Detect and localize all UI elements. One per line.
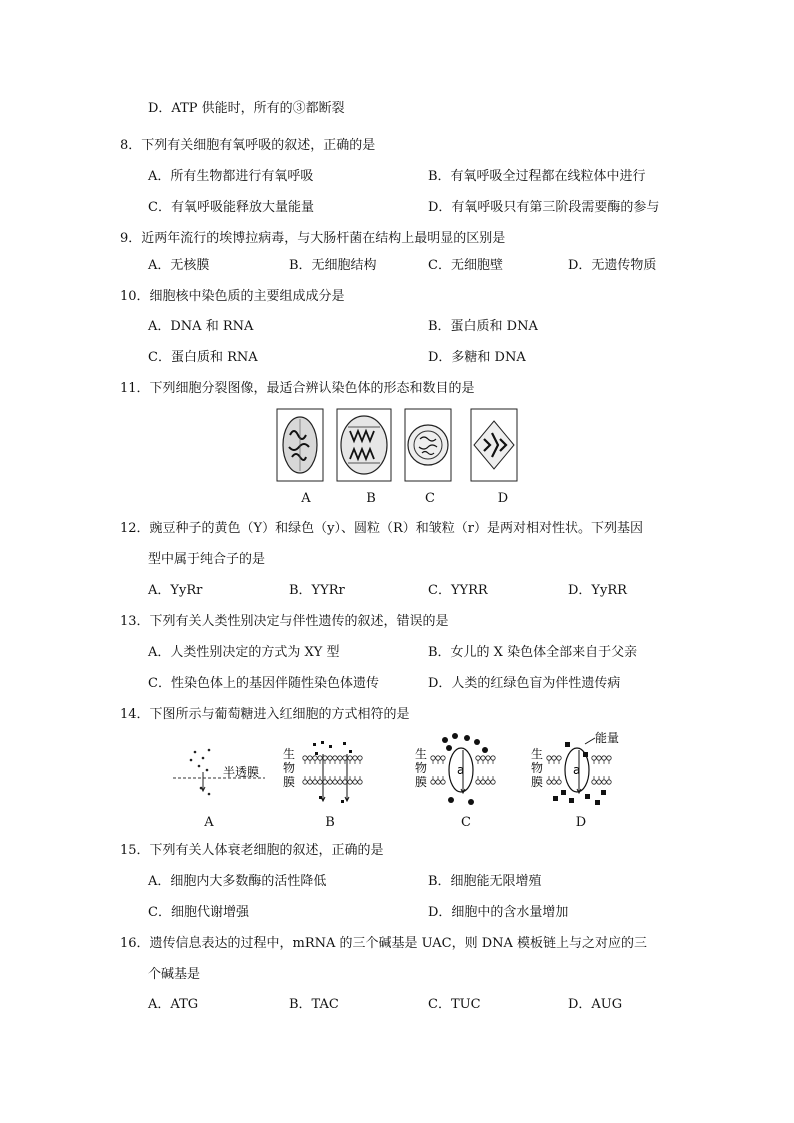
q14-transport-figure bbox=[165, 730, 635, 810]
q11-label-d: D bbox=[497, 491, 509, 506]
q14-figure-d-text-2: 物 bbox=[531, 761, 544, 775]
q14-figure-b-text-2: 物 bbox=[283, 761, 296, 775]
q15-option-a: A．细胞内大多数酶的活性降低 bbox=[148, 874, 327, 889]
q14-figure-d-energy: 能量 bbox=[595, 731, 620, 745]
q13-option-c: C．性染色体上的基因伴随性染色体遗传 bbox=[148, 676, 379, 691]
q15-option-b: B．细胞能无限增殖 bbox=[428, 874, 542, 889]
q13-option-a: A．人类性别决定的方式为 XY 型 bbox=[148, 645, 340, 660]
q16-option-c: C．TUC bbox=[428, 997, 481, 1012]
q11-label-a: A bbox=[301, 491, 311, 506]
q14-figure-a bbox=[173, 749, 265, 796]
q9-option-d: D．无遗传物质 bbox=[568, 258, 657, 273]
q11-cell-a-image bbox=[277, 409, 323, 481]
q11-label-c: C bbox=[425, 491, 435, 506]
q8-option-c: C．有氧呼吸能释放大量能量 bbox=[148, 200, 314, 215]
q16-option-b: B．TAC bbox=[289, 997, 339, 1012]
q14-figure-c-text-2: 物 bbox=[415, 761, 428, 775]
q16-stem-line2: 个碱基是 bbox=[148, 967, 201, 982]
q12-stem-line1: 12．豌豆种子的黄色（Y）和绿色（y）、圆粒（R）和皱粒（r）是两对相对性状。下列基因 bbox=[120, 521, 643, 536]
q14-figure-a-text: 半透膜 bbox=[223, 765, 260, 779]
q10-stem: 10．细胞核中染色质的主要组成成分是 bbox=[120, 289, 345, 304]
q16-option-d: D．AUG bbox=[568, 997, 623, 1012]
q14-figure-b-bilayer bbox=[303, 756, 362, 784]
q16-option-a: A．ATG bbox=[148, 997, 199, 1012]
q11-cell-c-image bbox=[405, 409, 451, 481]
q9-option-a: A．无核膜 bbox=[148, 258, 210, 273]
q10-option-b: B．蛋白质和 DNA bbox=[428, 319, 538, 334]
q14-figure-d-text-3: 膜 bbox=[531, 775, 544, 789]
q9-option-c: C．无细胞壁 bbox=[428, 258, 503, 273]
q14-figure-c-text-1: 生 bbox=[415, 747, 428, 761]
q8-stem: 8．下列有关细胞有氧呼吸的叙述，正确的是 bbox=[120, 138, 376, 153]
q9-option-b: B．无细胞结构 bbox=[289, 258, 377, 273]
q8-option-a: A．所有生物都进行有氧呼吸 bbox=[148, 169, 314, 184]
q10-option-d: D．多糖和 DNA bbox=[428, 350, 526, 365]
q15-option-d: D．细胞中的含水量增加 bbox=[428, 905, 569, 920]
q14-figure-d-carrier: a bbox=[573, 763, 581, 777]
q13-option-d: D．人类的红绿色盲为伴性遗传病 bbox=[428, 676, 621, 691]
q14-figure-b bbox=[283, 741, 362, 803]
q12-option-c: C．YYRR bbox=[428, 583, 488, 598]
q14-figure-c bbox=[415, 733, 495, 805]
q14-figure-b-text-3: 膜 bbox=[283, 775, 296, 789]
q14-figure-d-text-1: 生 bbox=[531, 747, 544, 761]
q14-figure-b-text-1: 生 bbox=[283, 747, 296, 761]
q16-stem-line1: 16．遗传信息表达的过程中，mRNA 的三个碱基是 UAC，则 DNA 模板链上与之对应的三 bbox=[120, 936, 648, 951]
q11-cell-d-image bbox=[471, 409, 517, 481]
q9-stem: 9．近两年流行的埃博拉病毒，与大肠杆菌在结构上最明显的区别是 bbox=[120, 231, 506, 246]
q8-option-d: D．有氧呼吸只有第三阶段需要酶的参与 bbox=[428, 200, 660, 215]
q15-stem: 15．下列有关人体衰老细胞的叙述，正确的是 bbox=[120, 843, 384, 858]
q14-label-c: C bbox=[461, 815, 471, 830]
q10-option-a: A．DNA 和 RNA bbox=[148, 319, 254, 334]
q14-stem: 14．下图所示与葡萄糖进入红细胞的方式相符的是 bbox=[120, 707, 410, 722]
q14-label-a: A bbox=[204, 815, 214, 830]
q11-label-b: B bbox=[366, 491, 376, 506]
q11-cell-division-figure bbox=[270, 405, 530, 485]
q11-stem: 11．下列细胞分裂图像，最适合辨认染色体的形态和数目的是 bbox=[120, 381, 475, 396]
q7-option-d: D．ATP 供能时，所有的③都断裂 bbox=[148, 101, 345, 116]
q10-option-c: C．蛋白质和 RNA bbox=[148, 350, 258, 365]
q12-option-d: D．YyRR bbox=[568, 583, 627, 598]
q12-option-b: B．YYRr bbox=[289, 583, 345, 598]
q8-option-b: B．有氧呼吸全过程都在线粒体中进行 bbox=[428, 169, 646, 184]
q14-figure-d bbox=[531, 730, 619, 805]
q14-figure-c-text-3: 膜 bbox=[415, 775, 428, 789]
q12-option-a: A．YyRr bbox=[148, 583, 203, 598]
q14-label-b: B bbox=[325, 815, 335, 830]
q13-stem: 13．下列有关人类性别决定与伴性遗传的叙述，错误的是 bbox=[120, 614, 449, 629]
q12-stem-line2: 型中属于纯合子的是 bbox=[148, 552, 266, 567]
q14-figure-c-carrier: a bbox=[457, 763, 465, 777]
q14-label-d: D bbox=[575, 815, 587, 830]
q11-cell-b-image bbox=[337, 409, 391, 481]
q13-option-b: B．女儿的 X 染色体全部来自于父亲 bbox=[428, 645, 638, 660]
q15-option-c: C．细胞代谢增强 bbox=[148, 905, 249, 920]
